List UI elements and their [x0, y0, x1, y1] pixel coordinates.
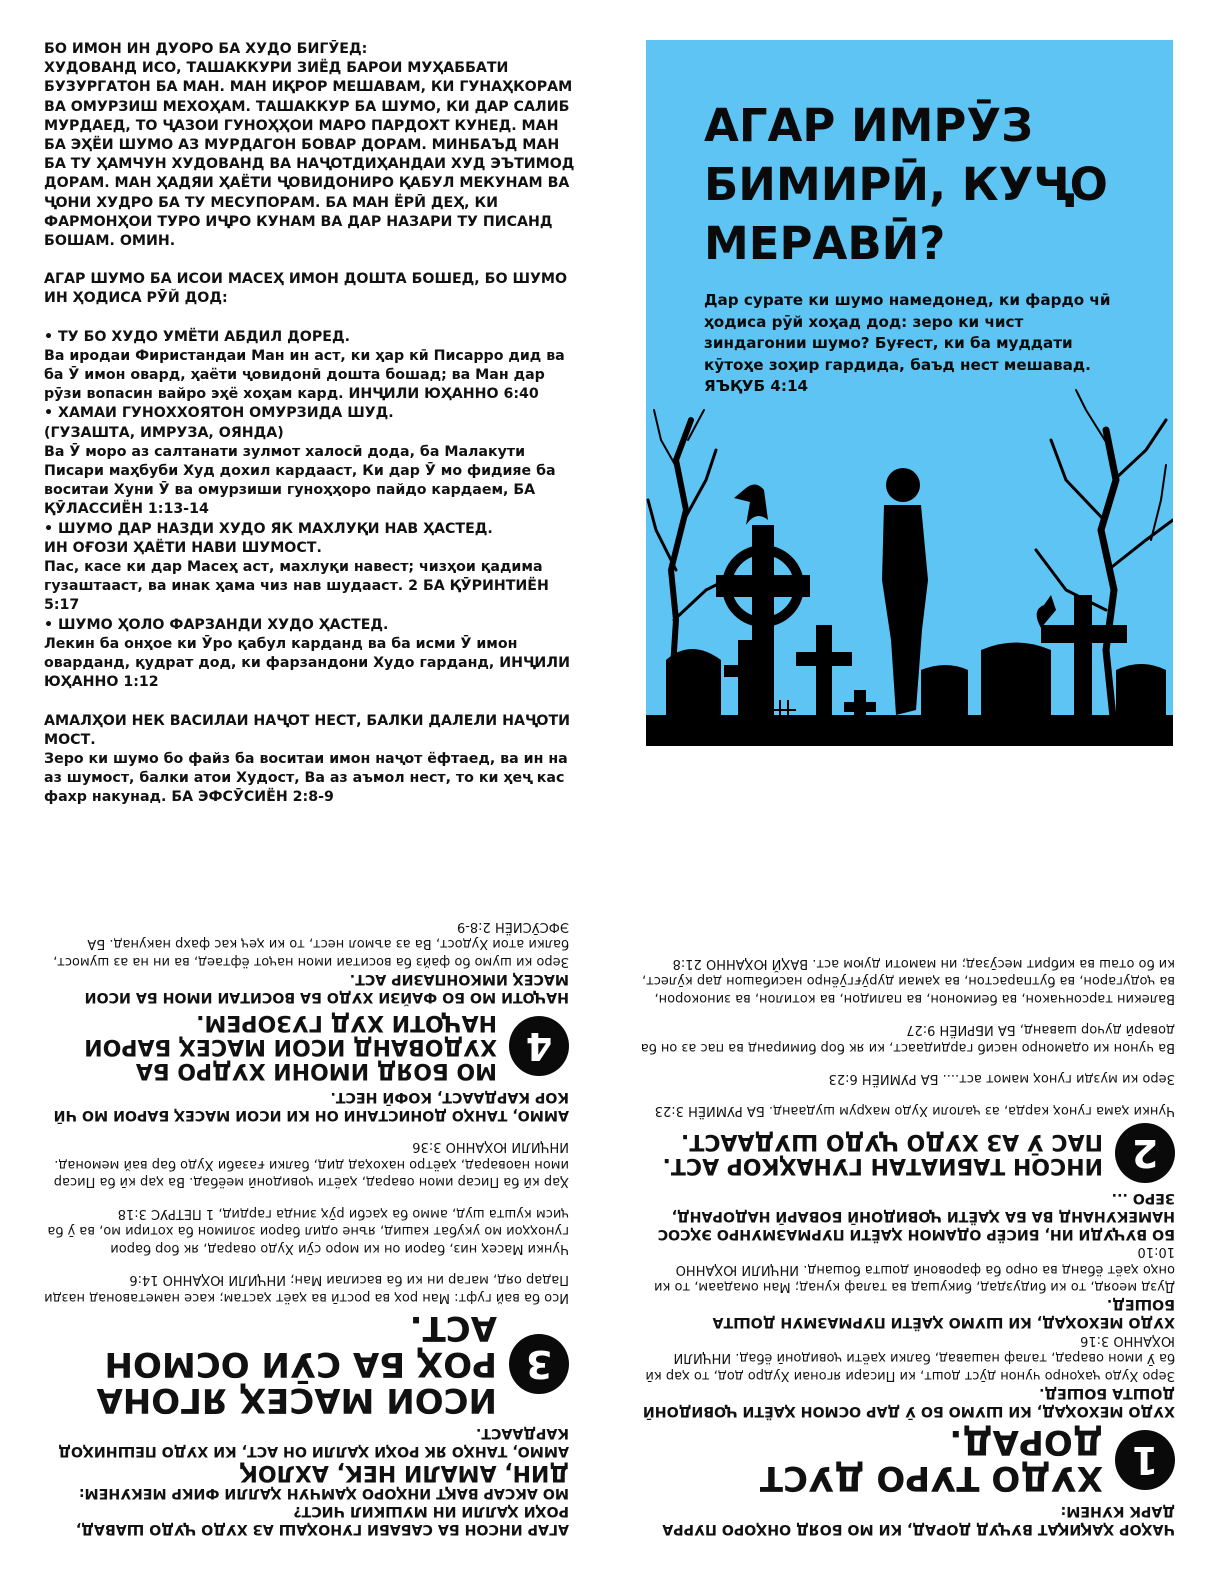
step-2-verse-1: Чунки ҳама гуноҳ карда, аз ҷалоли Худо маҳрум шудаанд. БА РУМИЁН 3:23	[654, 1103, 1175, 1118]
bullet-3-text: Пас, касе ки дар Масеҳ аст, махлуқи навест; чизҳои қадима гузаштааст, ва инак ҳама чиз нав шудааст. 2 БА ҚӮРИНТИЁН 5:17	[44, 559, 549, 614]
cover-title: АГАР ИМРӮЗ БИМИРӢ, КУҶО МЕРАВӢ?	[704, 99, 1108, 270]
religion-text: АММО, ТАНҲО ЯК РОҲИ ҲАЛЛИ ОН АСТ, КИ ХУДО ПЕШНИҲОД КАРДААСТ.	[58, 1425, 569, 1459]
prayer-heading: БО ИМОН ИН ДУОРО БА ХУДО БИГӮЕД:	[44, 41, 368, 57]
step-3-verse-1: Исо ба вай гуфт: Ман роҳ ва ростӣ ва ҳаёт ҳастам; касе наметавонад назди Падар ояд, магар ин ки ба василаи Ман; ИНҶИЛИ ЮҲАННО 14:6	[44, 1272, 569, 1305]
step-3-verse-3: Ҳар кӣ ба Писар имон оварад, ҳаёти ҷовидонӣ меёбад. Ва ҳар кӣ ба Писар имон наоварад, ҳаётро нахоҳад дид, балки ғазаби Худо бар вай мемонад. ИНҶИЛИ ЮҲАННО 3:36	[53, 1139, 569, 1190]
graveyard-illustration	[646, 370, 1173, 746]
step-1-text-2: ХУДО МЕХОҲАД, КИ ШУМО ҲАЁТИ ПУРМАЗМУН ДОШТА БОШЕД.	[712, 1296, 1175, 1331]
step-3-header	[44, 1310, 569, 1418]
step-1-number: 1	[1115, 1430, 1175, 1490]
bullet-4-heading: • ШУМО ҲОЛО ФАРЗАНДИ ХУДО ҲАСТЕД.	[44, 616, 389, 633]
bullet-2-text: Ва Ӯ моро аз салтанати зулмот халосӣ дода, ба Малакути Писари маҳбуби Худ дохил кардааст, Ки дар Ӯ мо фидияе ба воситаи Хуни Ӯ ва омурзиши гуноҳҳоро пайдо кардаем, БА ҚӮЛАССИЁН 1:13-14	[44, 443, 556, 518]
solution-question: АГАР ИНСОН БА САБАБИ ГУНОҲАШ АЗ ХУДО ҶУДО ШАВАД, РОҲИ ҲАЛЛИ ИН МУШКИЛ ЧИСТ?	[75, 1503, 569, 1537]
step-4-verse: Зеро ки шумо бо файз ба воситаи имон наҷот ёфтаед, ва ин на аз шумост, балки атои Худост, Ва аз аъмол нест, то ки ҳеҷ кас фахр накунад. БА ЭФСӮСИЁН 2:8-9	[53, 919, 569, 969]
bullet-3-heading: • ШУМО ДАР НАЗДИ ХУДО ЯК МАХЛУҚИ НАВ ҲАСТЕД.	[44, 520, 493, 537]
step-2-verse-2: Зеро ки музди гуноҳ мамот аст.... БА РУМИЁН 6:23	[828, 1071, 1175, 1087]
step-3-number: 3	[509, 1334, 569, 1394]
step-3-note: АММО, ТАНҲО ДОНИСТАНИ ОН КИ ИСОИ МАСЕҲ БАРОИ МО ЧӢ КОР КАРДААСТ, КОФӢ НЕСТ.	[53, 1089, 569, 1123]
step-2-heading: ИНСОН ТАБИАТАН ГУНАҲКОР АСТ. ПАС Ӯ АЗ ХУДО ҶУДО ШУДААСТ.	[662, 1129, 1103, 1178]
bullet-1-text: Ва иродаи Фиристандаи Ман ин аст, ки ҳар кӣ Писарро дид ва ба Ӯ имон овард, ҳаёти ҷовидонӣ дошта бошад; ва Ман дар рӯзи вопасин вайро эҳё хоҳам кард. ИНҶИЛИ ЮҲАННО 6:40	[44, 347, 565, 403]
step-2-verse-3: Ва чунон ки одамонро насиб гардидааст, ки як бор бимиранд ва пас аз он ба доварӣ дучор шаванд, БА ИБРИЁН 9:27	[640, 1022, 1175, 1055]
bullet-2-subheading: (ГУЗАШТА, ИМРУЗА, ОЯНДА)	[44, 424, 284, 441]
step-1-heading: ХУДО ТУРО ДУСТ ДОРАД.	[759, 1422, 1103, 1498]
step-1-text-3: БО ВУҶУДИ ИН, БИСЁР ОДАМОН ҲАЁТИ ПУРМАЗМУНРО ЭҲСОС НАМЕКУНАНД ВА БА ҲАЁТИ ҶОВИДОНӢ БОВАРӢ НАДОРАНД, ЗЕРО ...	[657, 1190, 1175, 1242]
panel-steps-3-4	[44, 838, 569, 1538]
works-text: Зеро ки шумо бо файз ба воситаи имон наҷот ёфтаед, ва ин на аз шумост, балки атои Худост, Ва аз аъмол нест, то ки ҳеҷ кас фахр накунад. БА ЭФСӮСИЁН 2:8-9	[44, 750, 568, 806]
cover-panel	[646, 40, 1173, 746]
step-3-verse-2: Чунки Масеҳ низ, барои он ки моро сӯи Худо оварад, як бор барои гуноҳҳои мо укубат кашид, яъне одил барои золимон ба хотири мо, ва ӯ ба ҷисм кушта шуд, аммо ба ҳасби рӯҳ зинда гардид, 1 ПЕТРУС 3:18	[47, 1206, 569, 1256]
step-2-number: 2	[1115, 1123, 1175, 1183]
solution-intro: МО АКСАР ВАҚТ ИНҲОРО ҲАМЧУН ҲАЛЛИ ФИКР МЕКУНЕМ:	[78, 1485, 569, 1501]
works-heading: АМАЛҲОИ НЕК ВАСИЛАИ НАҶОТ НЕСТ, БАЛКИ ДАЛЕЛИ НАҶОТИ МОСТ.	[44, 712, 571, 748]
step-1-verse-1: Зеро Худо ҷаҳонро чунон дӯст дошт, ки Писари ягонаи Худро дод, то ҳар кӣ ба Ӯ имон оварад, талаф нашавад, балки ҳаёти ҷовидонӣ ёбад. ИНҶИЛИ ЮҲАННО 3:16	[645, 1333, 1175, 1383]
step-4-heading: МО БОЯД ИМОНИ ХУДРО БА ХУДОВАНД ИСОИ МАСЕҲ БАРОИ НАҶОТИ ХУД ГУЗОРЕМ.	[84, 1010, 497, 1083]
prayer-text: ХУДОВАНД ИСО, ТАШАККУРИ ЗИЁД БАРОИ МУҲАББАТИ БУЗУРГАТОН БА МАН. МАН ИҚРОР МЕШАВАМ, КИ ГУНАҲКОРАМ ВА ОМУРЗИШ МЕХОҲАМ. ТАШАККУР БА ШУМО, КИ ДАР САЛИБ МУРДАЕД, ТО ҶАЗОИ ГУНОҲҲОИ МАРО ПАРДОХТ КУНЕД. МАН БА ЭҲЁИ ШУМО АЗ МУРДАГОН БОВАР ДОРАМ. МИНБАЪД МАН БА ТУ ҲАМЧУН ХУДОВАНД ВА НАҶОТДИҲАНДАИ ХУД ЭЪТИМОД ДОРАМ. МАН ҲАДЯИ ҲАЁТИ ҶОВИДОНИРО ҚАБУЛ МЕКУНАМ ВА ҶОНИ ХУДРО БА ТУ МЕСУПОРАМ. БА МАН ЁРӢ ДЕҲ, КИ ФАРМОНҲОИ ТУРО ИҶРО КУНАМ ВА ДАР НАЗАРИ ТУ ПИСАНД БОШАМ. ОМИН.	[44, 60, 575, 250]
cover-reference: ЯЪҚУБ 4:14	[704, 377, 809, 395]
bullet-4-text: Лекин ба онҳое ки Ӯро қабул карданд ва ба исми Ӯ имон оварданд, қудрат дод, ки фарзандони Худо гарданд, ИНҶИЛИ ЮҲАННО 1:12	[44, 635, 570, 691]
step-1-header	[640, 1424, 1175, 1496]
step-3-heading: ИСОИ МАСЕҲ ЯГОНА РОҲ БА СӮИ ОСМОН АСТ.	[96, 1308, 497, 1420]
assurance-heading: АГАР ШУМО БА ИСОИ МАСЕҲ ИМОН ДОШТА БОШЕД, БО ШУМО ИН ҲОДИСА РӮЙ ДОД:	[44, 271, 568, 307]
step-1-verse-2: Дузд меояд, то ки бидуздад, бикушад ва талаф кунад; Ман омадаам, то ки онҳо ҳаёт ёбанд ва онро ба фаровонӣ дошта бошанд. ИНҶИЛИ ЮҲАННО 10:10	[654, 1244, 1175, 1295]
crow-icon-2	[1037, 595, 1056, 628]
bullet-1-heading: • ТУ БО ХУДО УМЁТИ АБДИЛ ДОРЕД.	[44, 328, 350, 345]
step-4-header	[44, 1010, 569, 1082]
step-2-header	[640, 1123, 1175, 1183]
step-2-verse-4: Валекин тарсончакон, ва беимонон, ва палидон, ва котилон, ва зинокорон, ва ҷодугарон, ва бутпарастон, ва ҳамаи дурӯғгӯёнро насибашон дар кӯлест, ки бо оташ ва кибрит месӯзад; ин мамоти дуюм аст. ВАҲЙ ЮҲАННО 21:8	[641, 956, 1175, 1006]
cover-verse: Дар сурате ки шумо намедонед, ки фардо чӣ ҳодиса рӯй хоҳад дод: зеро ки чист зиндагонии шумо? Буғест, ки ба муддати кӯтоҳе зоҳир гардида, баъд нест мешавад.	[704, 291, 1111, 374]
step-1-text-1: ХУДО МЕХОҲАД, КИ ШУМО БО Ӯ ДАР ОСМОН ҲАЁТИ ҶОВИДОНӢ ДОШТА БОШЕД.	[642, 1385, 1175, 1419]
celtic-cross	[716, 484, 810, 725]
bullet-2-heading: • ХАМАИ ГУНОХХОЯТОН ОМУРЗИДА ШУД.	[44, 405, 394, 422]
religion-heading: ДИН, АМАЛИ НЕК, АХЛОҚ	[240, 1460, 569, 1485]
bullet-3-subheading: ИН ОҒОЗИ ҲАЁТИ НАВИ ШУМОСТ.	[44, 539, 322, 556]
prayer-panel	[44, 40, 584, 808]
step-4-text: НАҶОТИ МО БО ФАЙЗИ ХУДО БА ВОСИТАИ ИМОН БА ИСОИ МАСЕҲ ИМКОНПАЗИР АСТ.	[84, 971, 569, 1005]
panel-steps-1-2	[640, 838, 1175, 1538]
step-4-number: 4	[509, 1016, 569, 1076]
truths-intro: ЧАҲОР ҲАҚИҚАТ ВУҶУД ДОРАД, КИ МО БОЯД ОНҲОРО ПУРРА ДАРК КУНЕМ:	[662, 1503, 1175, 1537]
crow-icon	[734, 484, 768, 525]
